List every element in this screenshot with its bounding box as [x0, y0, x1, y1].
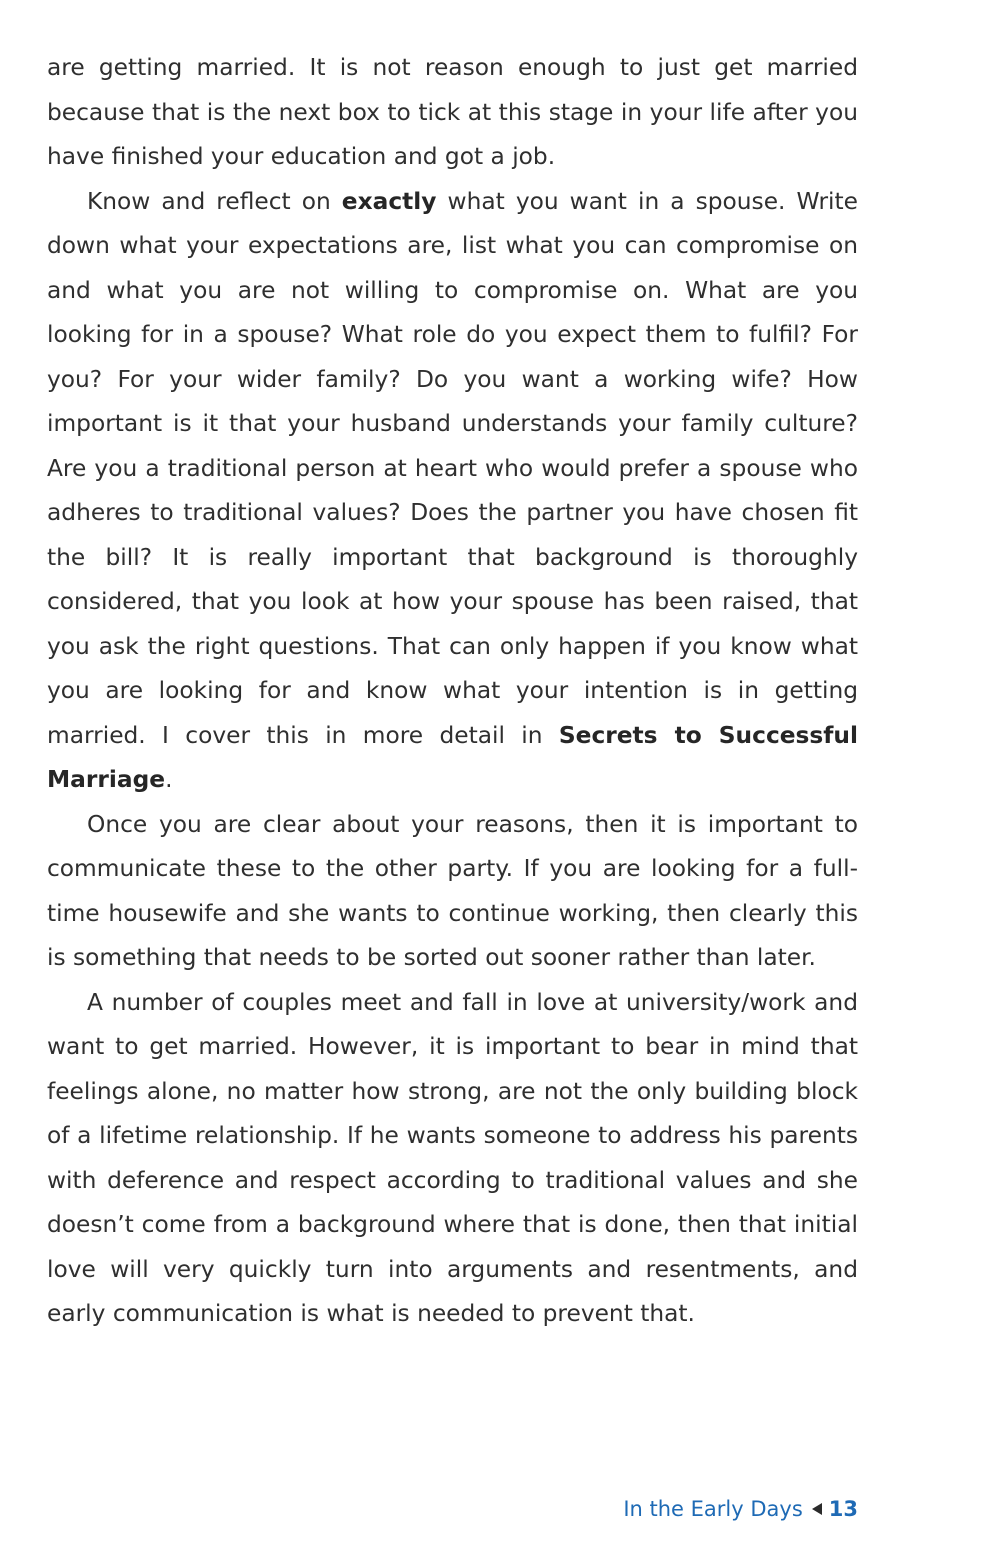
paragraph	[47, 180, 858, 803]
paragraph-text: Once you are clear about your reasons, then it is important to communicate these to the other party. If you are looking for a full-time housewife and she wants to continue working, then clearly this is something that needs to be sorted out sooner rather than later.	[47, 810, 858, 971]
paragraph-text: A number of couples meet and fall in love at university/work and want to get married. However, it is important to bear in mind that feelings alone, no matter how strong, are not the only building block of a lifetime relationship. If he wants someone to address his parents with deference and respect according to traditional values and she doesn’t come from a background where that is done, then that initial love will very quickly turn into arguments and resentments, and early communication is what is needed to prevent that.	[47, 988, 858, 1327]
emphasis-exactly: exactly	[341, 187, 437, 215]
paragraph-text: .	[165, 766, 173, 793]
left-triangle-icon	[812, 1503, 822, 1515]
page-body	[47, 46, 858, 1337]
paragraph	[47, 46, 858, 180]
paragraph-text: what you want in a spouse. Write down what your expectations are, list what you can compromise on and what you are not willing to compromise on. What are you looking for in a spouse? What role do you expect them to fulfil? For you? For your wider family? Do you want a working wife? How important is it that your husband understands your family culture? Are you a traditional person at heart who would prefer a spouse who adheres to traditional values? Does the partner you have chosen fit the bill? It is really important that background is thoroughly considered, that you look at how your spouse has been raised, that you ask the right questions. That can only happen if you know what you are looking for and know what your intention is in getting married. I cover this in more detail in	[47, 187, 858, 749]
paragraph-text: are getting married. It is not reason enough to just get married because that is the next box to tick at this stage in your life after you have finished your education and got a job.	[47, 54, 858, 170]
page-number: 13	[828, 1497, 858, 1521]
running-chapter-title: In the Early Days	[623, 1497, 803, 1521]
book-title-reference: Secrets to Successful Marriage	[47, 721, 858, 793]
paragraph-text: Know and reflect on	[87, 187, 342, 215]
paragraph	[47, 981, 858, 1337]
paragraph	[47, 803, 858, 981]
page-footer	[623, 1492, 858, 1526]
